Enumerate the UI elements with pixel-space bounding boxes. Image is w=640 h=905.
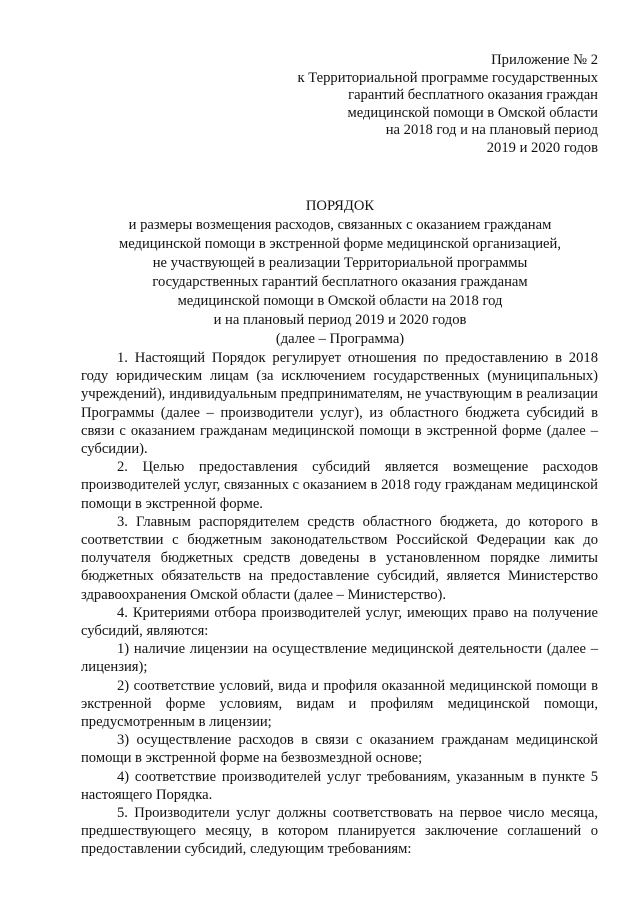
document-body	[81, 349, 598, 859]
paragraph-2: 2. Целью предоставления субсидий является возмещение расходов производителей услуг, связанных с оказанием в 2018 году гражданам медицинской помощи в экстренной форме.	[81, 459, 598, 512]
paragraph-1: 1. Настоящий Порядок регулирует отношения по предоставлению в 2018 году юридическим лицам (за исключением государственных (муниципальных) учреждений), индивидуальным предпринимателям, не участвующим в реализации Программы (далее – производители услуг), из областного бюджета субсидий в связи с оказанием гражданам медицинской помощи в экстренной форме (далее – субсидии).	[81, 350, 598, 458]
title-line: медицинской помощи в Омской области на 2018 год	[177, 293, 503, 309]
paragraph-4: 4. Критериями отбора производителей услуг, имеющих право на получение субсидий, являются:	[81, 604, 598, 640]
appendix-line: Приложение № 2	[491, 52, 598, 68]
appendix-line: к Территориальной программе государственных	[297, 69, 598, 86]
title-line: и на плановый период 2019 и 2020 годов	[213, 312, 467, 328]
title-line: медицинской помощи в экстренной форме медицинской организацией,	[119, 236, 561, 252]
paragraph-3: 3. Главным распорядителем средств областного бюджета, до которого в соответствии с бюджетным законодательством Российской Федерации как до получателя бюджетных средств доведены в установленном порядке лимиты бюджетных обязательств на предоставление субсидий, является Министерство здравоохранения Омской области (далее – Министерство).	[81, 513, 598, 603]
appendix-line: медицинской помощи в Омской области	[347, 104, 598, 121]
title-line: и размеры возмещения расходов, связанных с оказанием гражданам	[128, 217, 552, 233]
appendix-line: гарантий бесплатного оказания граждан	[348, 87, 598, 103]
document-title	[80, 197, 600, 349]
criterion-4: 4) соответствие производителей услуг требованиям, указанным в пункте 5 настоящего Порядка.	[81, 768, 598, 803]
title-heading: ПОРЯДОК	[305, 198, 375, 214]
criterion-1: 1) наличие лицензии на осуществление медицинской деятельности (далее – лицензия);	[81, 641, 598, 676]
title-line: (далее – Программа)	[275, 331, 405, 347]
title-line: государственных гарантий бесплатного оказания гражданам	[152, 274, 528, 290]
paragraph-5: 5. Производители услуг должны соответствовать на первое число месяца, предшествующего месяцу, в котором планируется заключение соглашений о предоставлении субсидий, следующим требованиям:	[81, 805, 598, 858]
appendix-header	[218, 52, 598, 157]
criterion-2: 2) соответствие условий, вида и профиля оказанной медицинской помощи в экстренной форме условиям, видам и профилям медицинской помощи, предусмотренным в лицензии;	[81, 677, 598, 731]
appendix-line: 2019 и 2020 годов	[486, 139, 598, 156]
appendix-line: на 2018 год и на плановый период	[385, 122, 598, 138]
criterion-3: 3) осуществление расходов в связи с оказанием гражданам медицинской помощи в экстренной форме на безвозмездной основе;	[81, 732, 598, 767]
title-line: не участвующей в реализации Территориальной программы	[152, 255, 528, 271]
